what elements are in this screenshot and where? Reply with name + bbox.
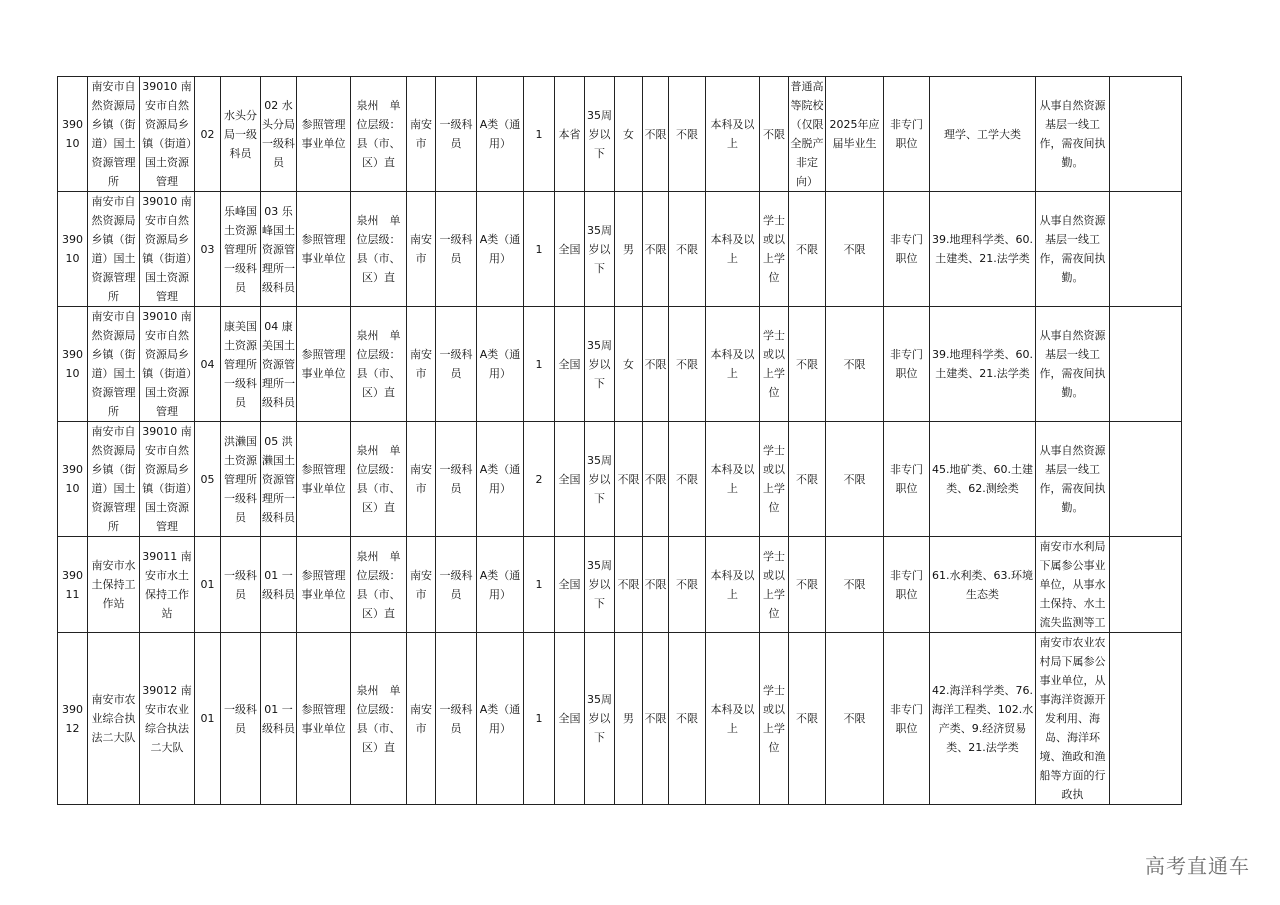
gender-cell: 不限	[615, 422, 643, 537]
major-cell: 45.地矿类、60.土建类、62.测绘类	[930, 422, 1036, 537]
condition1-cell: 不限	[643, 537, 669, 633]
age-cell: 35周岁以下	[585, 422, 615, 537]
position-type-cell: 非专门职位	[884, 537, 930, 633]
extra-cell	[1110, 537, 1182, 633]
recruit-scope-cell: 本省	[555, 77, 585, 192]
post-code-cell: 39010	[58, 307, 88, 422]
table-row	[58, 422, 1182, 537]
location-cell: 南安市	[407, 633, 436, 805]
unit-level-cell: 泉州 单位层级：县（市、区）直	[351, 77, 407, 192]
degree-cell: 学士或以上学位	[760, 307, 789, 422]
unit-nature-cell: 参照管理事业单位	[297, 422, 351, 537]
unit-nature-cell: 参照管理事业单位	[297, 633, 351, 805]
table-row	[58, 537, 1182, 633]
gender-cell: 男	[615, 192, 643, 307]
location-cell: 南安市	[407, 422, 436, 537]
post-code-cell: 39010	[58, 192, 88, 307]
graduate-cell: 不限	[826, 192, 884, 307]
department-cell: 南安市自然资源局乡镇（街道）国土资源管理所	[88, 307, 140, 422]
extra-cell	[1110, 77, 1182, 192]
recruit-scope-cell: 全国	[555, 537, 585, 633]
position-seq-cell: 04	[195, 307, 221, 422]
exam-category-cell: A类（通用）	[477, 537, 524, 633]
degree-cell: 学士或以上学位	[760, 192, 789, 307]
table-row	[58, 633, 1182, 805]
unit-nature-cell: 参照管理事业单位	[297, 77, 351, 192]
position-name-cell: 水头分局一级科员	[221, 77, 261, 192]
rank-cell: 一级科员	[436, 422, 477, 537]
unit-nature-cell: 参照管理事业单位	[297, 192, 351, 307]
department-cell: 南安市农业综合执法二大队	[88, 633, 140, 805]
recruit-scope-cell: 全国	[555, 192, 585, 307]
extra-cell	[1110, 307, 1182, 422]
rank-cell: 一级科员	[436, 633, 477, 805]
degree-cell: 学士或以上学位	[760, 633, 789, 805]
source-cell: 不限	[789, 192, 826, 307]
age-cell: 35周岁以下	[585, 192, 615, 307]
condition1-cell: 不限	[643, 192, 669, 307]
unit-cell: 39010 南安市自然资源局乡镇（街道）国土资源管理	[140, 77, 195, 192]
exam-category-cell: A类（通用）	[477, 422, 524, 537]
table-body	[58, 77, 1182, 805]
age-cell: 35周岁以下	[585, 307, 615, 422]
recruit-scope-cell: 全国	[555, 633, 585, 805]
location-cell: 南安市	[407, 537, 436, 633]
unit-nature-cell: 参照管理事业单位	[297, 537, 351, 633]
table-row	[58, 77, 1182, 192]
unit-level-cell: 泉州 单位层级：县（市、区）直	[351, 633, 407, 805]
post-code-cell: 39011	[58, 537, 88, 633]
unit-cell: 39010 南安市自然资源局乡镇（街道）国土资源管理	[140, 307, 195, 422]
position-seq-cell: 01	[195, 633, 221, 805]
major-cell: 理学、工学大类	[930, 77, 1036, 192]
condition1-cell: 不限	[643, 307, 669, 422]
remark-cell: 从事自然资源基层一线工作，需夜间执勤。	[1036, 77, 1110, 192]
remark-cell: 南安市水利局下属参公事业单位，从事水土保持、水土流失监测等工	[1036, 537, 1110, 633]
unit-level-cell: 泉州 单位层级：县（市、区）直	[351, 422, 407, 537]
position-type-cell: 非专门职位	[884, 192, 930, 307]
location-cell: 南安市	[407, 192, 436, 307]
department-cell: 南安市水土保持工作站	[88, 537, 140, 633]
department-cell: 南安市自然资源局乡镇（街道）国土资源管理所	[88, 77, 140, 192]
remark-cell: 从事自然资源基层一线工作，需夜间执勤。	[1036, 422, 1110, 537]
headcount-cell: 1	[524, 192, 555, 307]
post-code-cell: 39012	[58, 633, 88, 805]
position-name-cell: 一级科员	[221, 633, 261, 805]
extra-cell	[1110, 192, 1182, 307]
education-cell: 本科及以上	[706, 77, 760, 192]
position-name-cell: 康美国土资源管理所一级科员	[221, 307, 261, 422]
gender-cell: 不限	[615, 537, 643, 633]
extra-cell	[1110, 422, 1182, 537]
major-cell: 61.水利类、63.环境生态类	[930, 537, 1036, 633]
exam-category-cell: A类（通用）	[477, 77, 524, 192]
position-type-cell: 非专门职位	[884, 422, 930, 537]
position-name-cell: 洪濑国土资源管理所一级科员	[221, 422, 261, 537]
position-code-cell: 04 康美国土资源管理所一级科员	[261, 307, 297, 422]
position-code-cell: 02 水头分局一级科员	[261, 77, 297, 192]
education-cell: 本科及以上	[706, 192, 760, 307]
education-cell: 本科及以上	[706, 307, 760, 422]
education-cell: 本科及以上	[706, 537, 760, 633]
position-seq-cell: 05	[195, 422, 221, 537]
unit-cell: 39012 南安市农业综合执法二大队	[140, 633, 195, 805]
major-cell: 42.海洋科学类、76.海洋工程类、102.水产类、9.经济贸易类、21.法学类	[930, 633, 1036, 805]
unit-level-cell: 泉州 单位层级：县（市、区）直	[351, 537, 407, 633]
graduate-cell: 不限	[826, 633, 884, 805]
headcount-cell: 1	[524, 77, 555, 192]
condition2-cell: 不限	[669, 537, 706, 633]
position-name-cell: 一级科员	[221, 537, 261, 633]
position-code-cell: 03 乐峰国土资源管理所一级科员	[261, 192, 297, 307]
post-code-cell: 39010	[58, 422, 88, 537]
unit-cell: 39010 南安市自然资源局乡镇（街道）国土资源管理	[140, 422, 195, 537]
department-cell: 南安市自然资源局乡镇（街道）国土资源管理所	[88, 192, 140, 307]
source-cell: 不限	[789, 422, 826, 537]
unit-level-cell: 泉州 单位层级：县（市、区）直	[351, 192, 407, 307]
extra-cell	[1110, 633, 1182, 805]
remark-cell: 从事自然资源基层一线工作，需夜间执勤。	[1036, 192, 1110, 307]
post-code-cell: 39010	[58, 77, 88, 192]
remark-cell: 南安市农业农村局下属参公事业单位，从事海洋资源开发利用、海岛、海洋环境、渔政和渔船等方面的行政执	[1036, 633, 1110, 805]
condition2-cell: 不限	[669, 633, 706, 805]
age-cell: 35周岁以下	[585, 537, 615, 633]
position-type-cell: 非专门职位	[884, 77, 930, 192]
position-seq-cell: 01	[195, 537, 221, 633]
condition2-cell: 不限	[669, 192, 706, 307]
source-cell: 不限	[789, 307, 826, 422]
recruitment-table	[57, 76, 1182, 805]
department-cell: 南安市自然资源局乡镇（街道）国土资源管理所	[88, 422, 140, 537]
graduate-cell: 不限	[826, 307, 884, 422]
condition2-cell: 不限	[669, 422, 706, 537]
rank-cell: 一级科员	[436, 192, 477, 307]
major-cell: 39.地理科学类、60.土建类、21.法学类	[930, 192, 1036, 307]
headcount-cell: 1	[524, 633, 555, 805]
source-cell: 不限	[789, 537, 826, 633]
remark-cell: 从事自然资源基层一线工作，需夜间执勤。	[1036, 307, 1110, 422]
headcount-cell: 1	[524, 537, 555, 633]
unit-cell: 39010 南安市自然资源局乡镇（街道）国土资源管理	[140, 192, 195, 307]
degree-cell: 不限	[760, 77, 789, 192]
source-cell: 普通高等院校（仅限全脱产非定向）	[789, 77, 826, 192]
recruit-scope-cell: 全国	[555, 422, 585, 537]
table-row	[58, 192, 1182, 307]
rank-cell: 一级科员	[436, 307, 477, 422]
condition1-cell: 不限	[643, 422, 669, 537]
position-type-cell: 非专门职位	[884, 633, 930, 805]
condition1-cell: 不限	[643, 633, 669, 805]
graduate-cell: 不限	[826, 537, 884, 633]
position-code-cell: 01 一级科员	[261, 537, 297, 633]
position-code-cell: 05 洪濑国土资源管理所一级科员	[261, 422, 297, 537]
rank-cell: 一级科员	[436, 537, 477, 633]
rank-cell: 一级科员	[436, 77, 477, 192]
degree-cell: 学士或以上学位	[760, 422, 789, 537]
degree-cell: 学士或以上学位	[760, 537, 789, 633]
position-seq-cell: 02	[195, 77, 221, 192]
position-code-cell: 01 一级科员	[261, 633, 297, 805]
watermark-text: 高考直通车	[1145, 854, 1250, 878]
unit-level-cell: 泉州 单位层级：县（市、区）直	[351, 307, 407, 422]
table-row	[58, 307, 1182, 422]
gender-cell: 男	[615, 633, 643, 805]
graduate-cell: 2025年应届毕业生	[826, 77, 884, 192]
gender-cell: 女	[615, 77, 643, 192]
gender-cell: 女	[615, 307, 643, 422]
location-cell: 南安市	[407, 307, 436, 422]
condition1-cell: 不限	[643, 77, 669, 192]
exam-category-cell: A类（通用）	[477, 633, 524, 805]
position-seq-cell: 03	[195, 192, 221, 307]
education-cell: 本科及以上	[706, 633, 760, 805]
graduate-cell: 不限	[826, 422, 884, 537]
position-name-cell: 乐峰国土资源管理所一级科员	[221, 192, 261, 307]
condition2-cell: 不限	[669, 307, 706, 422]
education-cell: 本科及以上	[706, 422, 760, 537]
location-cell: 南安市	[407, 77, 436, 192]
exam-category-cell: A类（通用）	[477, 307, 524, 422]
recruit-scope-cell: 全国	[555, 307, 585, 422]
headcount-cell: 2	[524, 422, 555, 537]
position-type-cell: 非专门职位	[884, 307, 930, 422]
unit-cell: 39011 南安市水土保持工作站	[140, 537, 195, 633]
major-cell: 39.地理科学类、60.土建类、21.法学类	[930, 307, 1036, 422]
unit-nature-cell: 参照管理事业单位	[297, 307, 351, 422]
age-cell: 35周岁以下	[585, 77, 615, 192]
condition2-cell: 不限	[669, 77, 706, 192]
age-cell: 35周岁以下	[585, 633, 615, 805]
source-cell: 不限	[789, 633, 826, 805]
headcount-cell: 1	[524, 307, 555, 422]
exam-category-cell: A类（通用）	[477, 192, 524, 307]
